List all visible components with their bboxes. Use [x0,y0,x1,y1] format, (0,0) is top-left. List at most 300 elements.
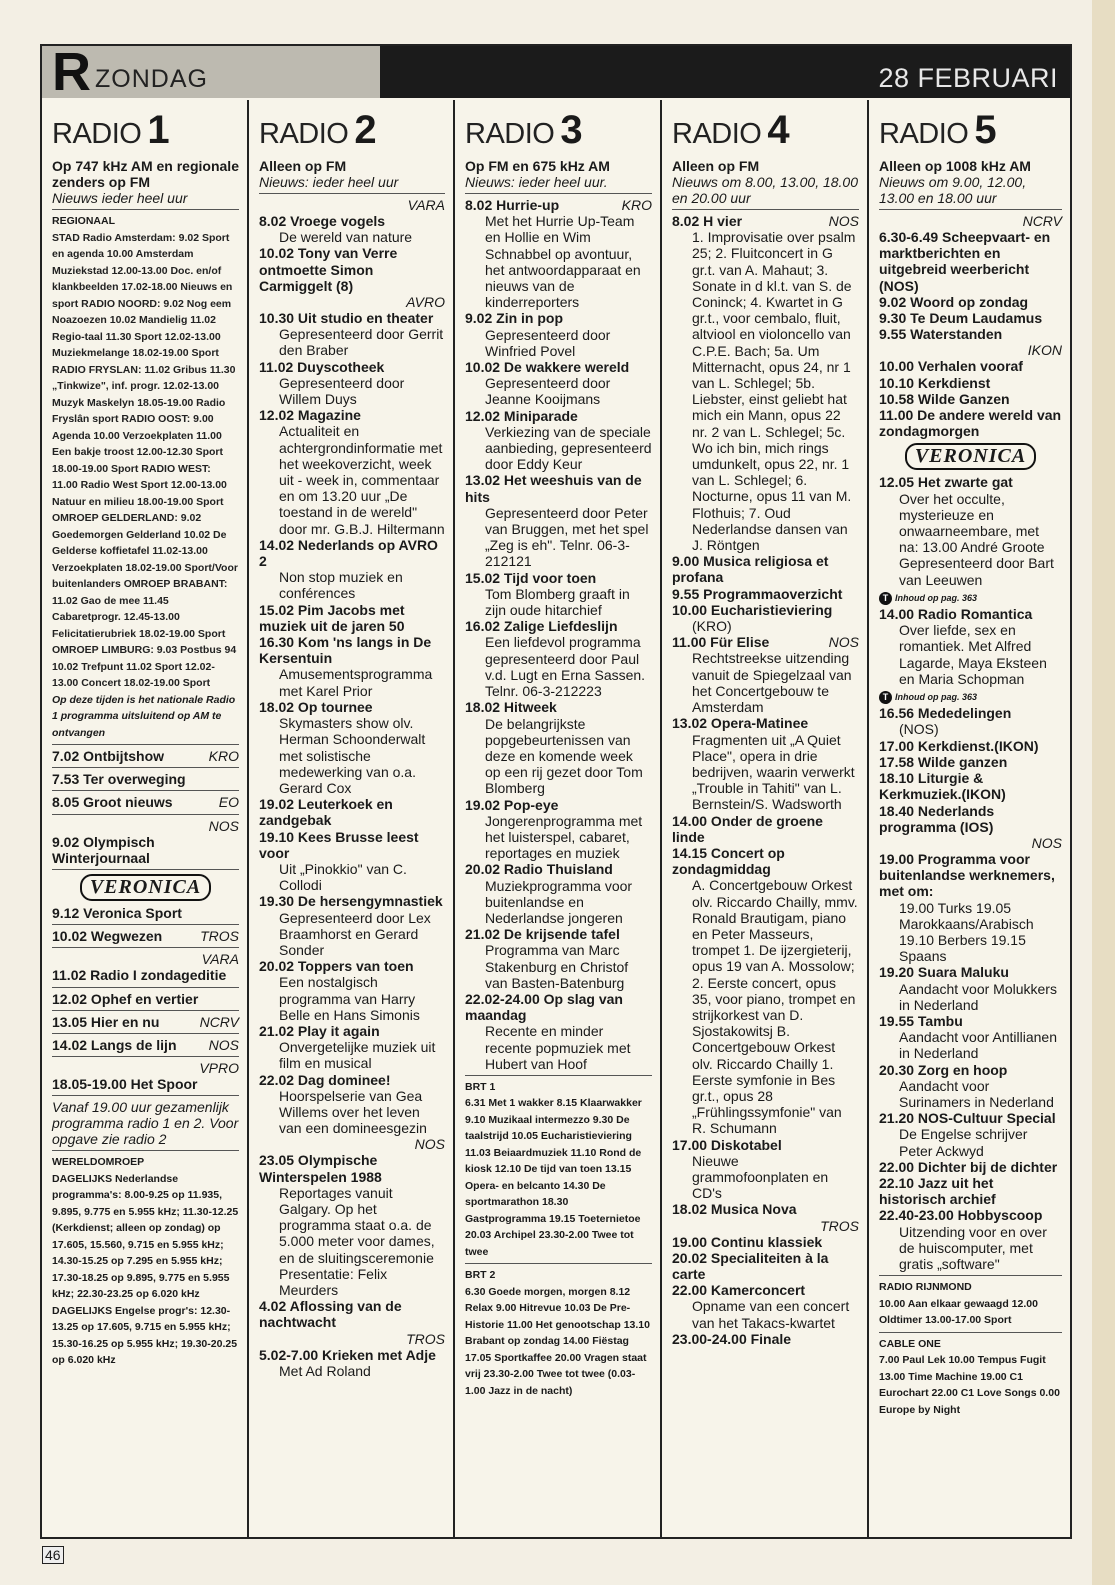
program-title-text: 20.02 Toppers van toen [259,958,414,975]
program-title-text: 20.30 Zorg en hoop [879,1061,1008,1078]
program-title-text: 16.56 Mededelingen [879,705,1012,722]
program-title-text: 10.10 Kerkdienst [879,374,991,391]
broadcaster-label: KRO [621,197,652,213]
columns [42,100,1070,1537]
program-description: 1. Improvisatie over psalm 25; 2. Fluitconcert in G gr.t. van A. Mahaut; 3. Sonate in d kl.t. van S. de Coninck; 4. Kwartet in G gr.t., voor cembalo, fluit, altviool en violoncello van C.P.E. Bach; 5a. Um Mitternacht, opus 24, nr 1 van L. Schlegel; 5b. Liebster, einst geliebt hat mich ein Mann, opus 22 nr. 2 van L. Schlegel; 5c. Wo ich bin, mich rings umdunkelt, opus 22, nr. 1 van L. Schlegel; 6. Nocturne, opus 11 van M. Flothuis; 7. Oud Nederlandse dansen van J. Röntgen [692,229,856,554]
program-title-text: 20.02 Specialiteiten à la carte [672,1249,829,1282]
program-title-text: 22.10 Jazz uit het historisch archief [879,1174,996,1208]
program-list [259,197,445,1379]
program-item [465,861,652,926]
column-radio3 [455,100,662,1537]
column-radio1 [42,100,249,1537]
program-item [672,634,859,715]
program-description: Met Ad Roland [279,1362,371,1379]
program-title-text: 19.02 Leuterkoek en zandgebak [259,796,393,829]
program-title [52,1076,239,1092]
program-item [52,991,239,1007]
program-title-text: 18.02 Musica Nova [672,1201,797,1218]
wereldomroep-english: DAGELIJKS Engelse progr's: 12.30-13.25 op 17.605, 9.715 en 5.955 kHz; 15.30-16.25 op 5.955 kHz; 19.30-20.25 op 6.020 kHz [52,1304,238,1367]
program-item [672,813,859,845]
wereldomroep-heading: WERELDOMROEP [52,1156,145,1169]
program-title [52,794,239,810]
program-item [52,771,239,787]
program-title [259,796,445,828]
program-item [672,1201,859,1217]
program-title-text: 18.02 Hitweek [465,699,557,716]
program-item [259,1152,445,1298]
program-title [465,926,652,942]
program-item [465,197,652,310]
program-title-text: 9.02 Olympisch Winterjournaal [52,833,155,866]
divider [52,987,239,988]
joint-program-note: Vanaf 19.00 uur gezamenlijk programma radio 1 en 2. Voor opgave zie radio 2 [52,1099,239,1148]
program-item [672,553,859,585]
broadcaster-label: KRO [208,748,239,764]
program-description: Aandacht voor Surinamers in Nederland [899,1077,1054,1110]
column-radio5 [869,100,1070,1537]
broadcaster-label: TROS [200,928,239,945]
program-description: (KRO) [692,618,732,635]
program-description: Gepresenteerd door Jeanne Kooijmans [485,375,611,408]
divider [52,1033,239,1034]
program-item [52,794,239,810]
program-title [259,310,445,326]
program-item [879,754,1062,770]
program-title-text: 8.02 Vroege vogels [259,213,386,229]
broadcaster-label: NOS [1031,834,1062,851]
program-item [259,829,445,894]
news-note: Nieuws om 8.00, 13.00, 18.00 en 20.00 uur [672,174,859,206]
program-item [465,699,652,796]
program-title [52,1037,239,1053]
brt1-heading: BRT 1 [465,1080,496,1093]
program-title-text: 12.05 Het zwarte gat [879,474,1013,491]
broadcaster-label: VARA [201,951,239,968]
title-number: 1 [147,108,170,152]
column-title [672,108,859,152]
divider [52,767,239,768]
program-title-text: 19.20 Suara Maluku [879,964,1009,981]
program-title [259,1298,445,1330]
program-title [672,553,859,585]
program-item [259,1023,445,1072]
program-title [465,991,652,1023]
program-title [52,748,239,764]
program-title-text: 12.02 Ophef en vertier [52,990,199,1007]
program-item [879,738,1062,754]
title-word: RADIO [259,118,349,150]
program-item [259,699,445,796]
program-item [259,1347,445,1379]
broadcaster-label: NCRV [1022,213,1062,229]
program-title-text: 9.02 Woord op zondag [879,293,1029,310]
title-word: RADIO [465,118,555,150]
program-item [879,407,1062,439]
rijnmond-text: 10.00 Aan elkaar gewaagd 12.00 Oldtimer 13.00-17.00 Sport [879,1297,1038,1327]
program-title [465,797,652,813]
program-description: 19.00 Turks 19.05 Marokkaans/Arabisch 19.10 Berbers 19.15 Spaans [899,899,1034,965]
title-number: 5 [974,108,997,152]
program-title [879,391,1062,407]
veronica-logo-wrap [879,443,1062,470]
program-title [259,1023,445,1039]
program-title [879,1013,1062,1029]
program-item [879,358,1062,374]
program-item [259,407,445,537]
divider [52,790,239,791]
wereldomroep-dutch: DAGELIJKS Nederlandse programma's: 8.00-9.25 op 11.935, 9.895, 9.775 en 5.955 kHz; 11.30-12.25 (Kerkdienst; alleen op zondag) op 17.605, 15.560, 9.715 en 5.955 kHz; 14.30-15.25 op 7.295 en 5.955 kHz; 17.30-18.25 op 9.895, 9.775 en 5.955 kHz; 22.30-23.25 op 6.020 kHz [52,1172,239,1301]
program-title [879,606,1062,622]
program-title-text: 18.02 Op tournee [259,698,373,715]
program-list [52,748,239,1096]
program-item [672,1234,859,1250]
broadcaster-label: NCRV [199,1013,239,1030]
program-description: Aandacht voor Antillianen in Nederland [899,1029,1057,1062]
program-description: Hoorspelserie van Gea Willems over het leven van een domineesgezin [279,1087,427,1137]
regional-note: Op deze tijden is het nationale Radio 1 programma uitsluitend op AM te ontvangen [52,693,236,739]
program-description: De belangrijkste popgebeurtenissen van deze en komende week op een rij gezet door Tom Blomberg [485,715,643,797]
program-description: Gepresenteerd door Peter van Bruggen, met het spel „Zeg is eh". Telnr. 06-3-212121 [485,504,649,570]
program-description: Uitzending voor en over de huiscomputer, met gratis „software" [899,1223,1047,1272]
column-title [259,108,445,152]
page-number: 46 [42,1546,64,1564]
program-item [52,967,239,983]
program-title-text: 12.02 Miniparade [465,407,578,424]
program-title [672,845,859,877]
program-item [52,1076,239,1092]
regional-block [52,213,239,741]
program-title-text: 10.02 Wegwezen [52,928,163,945]
program-item [465,359,652,408]
program-description: Gepresenteerd door Gerrit den Braber [279,326,444,359]
divider [879,1332,1062,1333]
program-title [465,618,652,634]
program-title [465,197,652,213]
divider [52,924,239,925]
program-title-text: 17.00 Kerkdienst.(IKON) [879,737,1039,754]
program-title [672,1250,859,1282]
program-title-text: 9.02 Zin in pop [465,310,564,327]
divider [52,1150,239,1151]
program-title-text: 22.02-24.00 Op slag van maandag [465,990,623,1024]
program-item [879,310,1062,326]
program-title [879,229,1062,294]
program-item [879,1013,1062,1062]
program-description: Over het occulte, mysterieuze en onwaarneembare, met na: 13.00 André Groote Gepresenteerd door Bart van Leeuwen [899,490,1054,588]
program-description: (NOS) [899,721,939,738]
cable-one-block [879,1336,1062,1419]
program-title-text: 18.05-19.00 Het Spoor [52,1076,198,1093]
header-date: 28 FEBRUARI [878,63,1058,93]
program-description: A. Concertgebouw Orkest olv. Riccardo Chailly, mmv. Ronald Brautigam, piano en Peter Masseurs, trompet 1. De ijzergieterij, opus 19 van A. Mossolow; 2. Eerste concert, opus 35, voor piano, trompet en strijkorkest van D. Sjostakowitsj B. Concertgebouw Orkest olv. Riccardo Chailly 1. Eerste symfonie in Bes gr.t., opus 28 „Frühlingssymfonie" van R. Schumann [692,877,858,1137]
program-title [879,407,1062,439]
regional-heading: REGIONAAL [52,215,115,227]
program-title-text: 9.12 Veronica Sport [52,905,182,922]
program-item [879,375,1062,391]
program-item [879,606,1062,687]
program-item [672,213,859,553]
program-description: Opname van een concert van het Takacs-kwartet [692,1298,850,1331]
program-item [879,391,1062,407]
program-title-text: 18.40 Nederlands programma (IOS) [879,802,995,835]
program-description: Amusementsprogramma met Karel Prior [279,666,433,699]
program-item [465,472,652,569]
program-title [672,1331,859,1347]
program-title-text: 19.00 Programma voor buitenlandse werknemers, met om: [879,850,1055,900]
program-title [879,754,1062,770]
program-title [879,738,1062,754]
program-item [259,310,445,359]
program-title-text: 11.00 Für Elise [672,634,770,651]
program-title-text: 17.58 Wilde ganzen [879,753,1008,770]
divider [52,869,239,870]
program-title-text: 14.00 Radio Romantica [879,606,1033,623]
program-title [879,1110,1062,1126]
program-title [465,570,652,586]
broadcaster-label: NOS [208,1037,239,1054]
program-description: Recente en minder recente popmuziek met Hubert van Hoof [485,1023,631,1072]
program-title-text: 8.02 Hurrie-up [465,197,560,213]
divider [259,193,445,194]
program-title-text: 21.02 De krijsende tafel [465,926,620,943]
program-title-text: 10.30 Uit studio en theater [259,310,434,327]
program-item [672,1137,859,1202]
divider [52,1056,239,1057]
broadcaster-label: NOS [828,634,859,651]
program-title-text: 14.02 Nederlands op AVRO 2 [259,536,438,570]
program-description: Reportages vanuit Galgary. Op het programma staat o.a. de 5.000 meter voor dames, en de sluitingsceremonie Presentatie: Felix Meurders [279,1184,435,1298]
title-number: 2 [354,108,377,152]
divider [52,1095,239,1096]
program-title-text: 21.02 Play it again [259,1022,380,1039]
program-title-text: 18.10 Liturgie & Kerkmuziek.(IKON) [879,770,1006,803]
program-title-text: 20.02 Radio Thuisland [465,861,613,878]
program-description: Gepresenteerd door Willem Duys [279,374,405,408]
program-title-text: 19.02 Pop-eye [465,796,559,813]
program-title [672,1201,859,1217]
program-title-text: 8.02 H vier [672,213,743,229]
frequency: Op FM en 675 kHz AM [465,158,610,174]
program-title-text: 16.30 Kom 'ns langs in De Kersentuin [259,634,432,667]
program-title [52,1014,239,1030]
program-description: Verkiezing van de speciale aanbieding, gepresenteerd door Eddy Keur [485,423,652,473]
program-title [465,699,652,715]
program-title [465,310,652,326]
program-item [879,770,1062,802]
column-radio2 [249,100,455,1537]
divider [465,1263,652,1264]
program-description: Non stop muziek en conférences [279,569,403,602]
brt2-text: 6.30 Goede morgen, morgen 8.12 Relax 9.00 Hitrevue 10.03 De Pre-Historie 11.00 Het genootschap 13.10 Brabant op zondag 14.00 Fiëstag 17.05 Sportkaffee 20.00 Vragen staat vrij 23.30-2.00 Twee tot twee (0.03-1.00 Jazz in de nacht) [465,1285,650,1397]
inhoud-text: Inhoud op pag. 363 [895,692,978,703]
program-description: Rechtstreekse uitzending vanuit de Spiegelzaal van het Concertgebouw te Amsterdam [692,650,852,716]
divider [52,947,239,948]
program-title-text: 4.02 Aflossing van de nachtwacht [259,1298,402,1331]
wereldomroep-block [52,1154,239,1369]
program-item [879,1159,1062,1175]
program-title-text: 22.02 Dag dominee! [259,1071,391,1088]
program-title [672,715,859,731]
program-description: Programma van Marc Stakenburg en Christof van Basten-Batenburg [485,942,629,991]
program-item [259,1298,445,1330]
program-item [672,586,859,602]
program-title [879,1175,1062,1207]
inhoud-note [879,687,1062,705]
program-title [259,213,445,229]
news-note: Nieuws: ieder heel uur [259,174,399,190]
inhoud-note [879,588,1062,606]
brt1-block [465,1079,652,1261]
broadcaster-label: NOS [414,1136,445,1153]
program-title-text: 12.02 Magazine [259,407,361,424]
program-title [259,634,445,666]
program-description: Nieuwe grammofoonplaten en CD's [692,1152,829,1202]
program-list [879,213,1062,439]
program-item [52,748,239,764]
news-note: Nieuws om 9.00, 12.00, 13.00 en 18.00 uur [879,174,1027,206]
program-title [879,770,1062,802]
program-title-text: 23.05 Olympische Winterspelen 1988 [259,1152,382,1185]
program-title [879,358,1062,374]
program-title [879,375,1062,391]
program-title-text: 10.58 Wilde Ganzen [879,390,1010,407]
program-item [465,408,652,473]
brt2-block [465,1267,652,1399]
program-item [259,213,445,245]
program-title-text: 14.15 Concert op zondagmiddag [672,844,785,878]
program-title-text: 17.00 Diskotabel [672,1136,782,1153]
program-list-2 [879,474,1062,1272]
program-title-text: 15.02 Pim Jacobs met muziek uit de jaren 50 [259,601,405,634]
program-title [672,1282,859,1298]
divider [465,193,652,194]
program-item [465,991,652,1072]
program-title-text: 9.55 Waterstanden [879,326,1003,343]
brt1-text: 6.31 Met 1 wakker 8.15 Klaarwakker 9.10 Muzikaal intermezzo 9.30 De taalstrijd 10.05 Eucharistieviering 11.03 Beiaardmuziek 11.10 Rond de kiosk 12.10 De tijd van toen 13.15 Opera- en belcanto 14.30 De sportmarathon 18.30 Gastprogramma 19.15 Toeternietoe 20.03 Archipel 23.30-2.00 Twee tot twee [465,1097,642,1258]
program-item [879,1175,1062,1207]
program-item [672,602,859,634]
program-item [879,294,1062,310]
page-header [42,42,1070,102]
program-description: Over liefde, sex en romantiek. Met Alfred Lagarde, Maya Eksteen en Maria Schopman [899,622,1047,687]
divider [52,814,239,815]
brt2-heading: BRT 2 [465,1269,496,1282]
program-title-text: 9.00 Musica religiosa et profana [672,553,829,586]
program-description: De wereld van nature [279,229,413,246]
program-item [672,1282,859,1331]
program-item [465,797,652,862]
divider [879,1275,1062,1276]
program-title-text: 10.02 De wakkere wereld [465,359,630,376]
divider [52,209,239,210]
program-title [259,699,445,715]
broadcaster-label: NOS [208,817,239,834]
program-title-text: 13.02 Het weeshuis van de hits [465,472,642,505]
cable-one-heading: CABLE ONE [879,1337,941,1350]
program-title [465,408,652,424]
program-item [52,928,239,944]
program-title [672,634,859,650]
program-item [879,964,1062,1013]
program-item [259,602,445,634]
program-title-text: 9.55 Programmaoverzicht [672,585,843,602]
program-title-text: 10.00 Verhalen vooraf [879,358,1023,375]
program-title-text: 19.30 De hersengymnastiek [259,893,443,910]
tv-guide-page [40,44,1072,1539]
program-title-text: 7.02 Ontbijtshow [52,748,165,764]
program-item [879,1062,1062,1111]
program-item [465,570,652,619]
program-description: Onvergetelijke muziek uit film en musical [279,1039,436,1072]
frequency: Alleen op FM [672,158,760,174]
program-item [52,834,239,866]
program-item [879,803,1062,835]
program-item [879,474,1062,587]
program-title [52,928,239,944]
program-title [879,705,1062,721]
broadcaster-label: NOS [828,213,859,229]
program-title [52,967,239,983]
program-title [672,586,859,602]
program-title [259,537,445,569]
program-item [879,1207,1062,1272]
program-title [52,991,239,1007]
program-title-text: 9.30 Te Deum Laudamus [879,310,1043,327]
program-description: Gepresenteerd door Winfried Povel [485,326,611,359]
program-title-text: 6.30-6.49 Scheepvaart- en marktberichten en uitgebreid weerbericht (NOS) [879,229,1051,294]
program-description: Een liefdevol programma gepresenteerd door Paul v.d. Lugt en Erna Sassen. Telnr. 06-3-212223 [485,634,646,700]
program-item [672,1331,859,1347]
program-title [672,1234,859,1250]
veronica-logo-wrap [52,874,239,901]
program-item [52,1037,239,1053]
header-day: ZONDAG [95,65,208,93]
program-item [879,851,1062,964]
column-title [52,108,239,152]
broadcaster-label: VARA [407,197,445,213]
program-title [259,602,445,634]
program-item [879,326,1062,342]
program-item [879,1110,1062,1159]
program-title [672,602,859,618]
program-title [259,245,445,294]
program-title-text: 11.02 Radio I zondageditie [52,967,227,984]
program-title [465,359,652,375]
program-item [259,634,445,699]
program-item [259,1072,445,1137]
program-description: Skymasters show olv. Herman Schoonderwalt met solistische medewerking van o.a. Gerard Cox [279,715,426,796]
broadcaster-label: TROS [820,1217,859,1234]
inhoud-text: Inhoud op pag. 363 [895,592,978,603]
program-title-text: 7.53 Ter overweging [52,771,186,788]
program-description: Fragmenten uit „A Quiet Place", opera in drie bedrijven, waarin verwerkt „Trouble in Tahiti" van L. Bernstein/S. Wadsworth [692,731,855,813]
program-title-text: 19.00 Continu klassiek [672,1233,823,1250]
program-title [259,1347,445,1363]
program-title-text: 14.02 Langs de lijn [52,1037,177,1054]
broadcaster-label: VPRO [199,1060,239,1077]
program-title [259,893,445,909]
column-title [879,108,1062,152]
cable-one-text: 7.00 Paul Lek 10.00 Tempus Fugit 13.00 Time Machine 19.00 C1 Eurochart 22.00 C1 Love Songs 0.00 Europe by Night [879,1354,1060,1416]
page-edge [1092,0,1115,1585]
program-item [259,245,445,294]
program-title-text: 11.02 Duyscotheek [259,358,385,375]
column-radio4 [662,100,869,1537]
program-title [259,407,445,423]
program-title [465,861,652,877]
program-item [259,359,445,408]
frequency: Alleen op FM [259,158,347,174]
